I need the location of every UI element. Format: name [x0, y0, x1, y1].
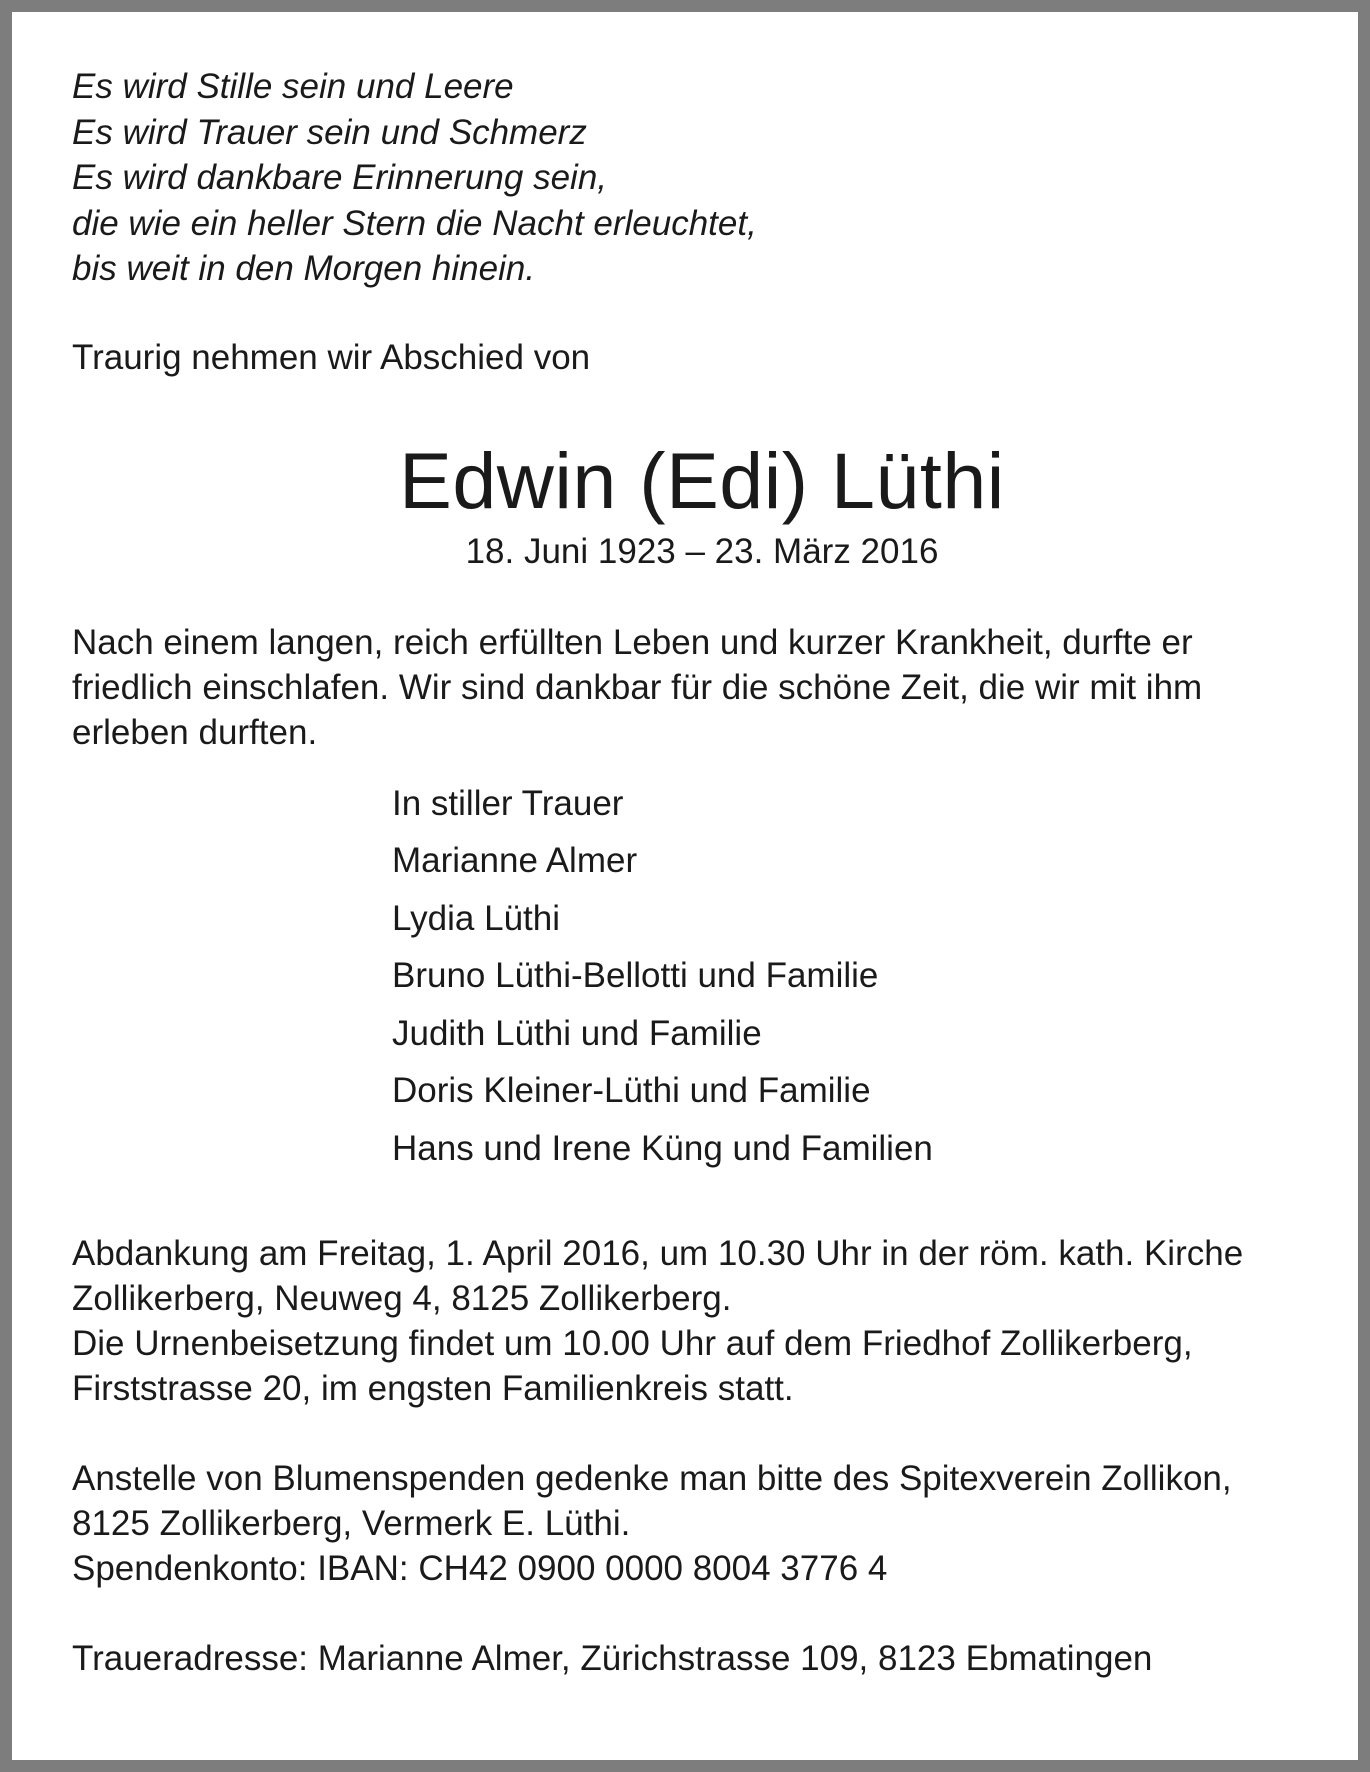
paragraph-line: Abdankung am Freitag, 1. April 2016, um 10.30 Uhr in der röm. kath. Kirche: [72, 1234, 1244, 1273]
obituary-content: [72, 64, 1332, 1681]
mourner-name: Marianne Almer: [392, 841, 638, 880]
life-dates: 18. Juni 1923 – 23. März 2016: [465, 531, 939, 571]
donation-paragraph: [72, 1456, 1332, 1591]
paragraph-line: erleben durften.: [72, 712, 318, 752]
mourners-heading: In stiller Trauer: [392, 783, 624, 823]
poem-line: bis weit in den Morgen hinein.: [72, 249, 536, 288]
paragraph-line: Firststrasse 20, im engsten Familienkreis statt.: [72, 1369, 794, 1408]
paragraph-line: Zollikerberg, Neuweg 4, 8125 Zollikerberg.: [72, 1279, 732, 1318]
mourning-address: Traueradresse: Marianne Almer, Zürichstrasse 109, 8123 Ebmatingen: [72, 1639, 1153, 1678]
paragraph-line: friedlich einschlafen. Wir sind dankbar für die schöne Zeit, die wir mit ihm: [72, 667, 1203, 707]
intro-text: Traurig nehmen wir Abschied von: [72, 337, 591, 377]
mourner-name: Lydia Lüthi: [392, 898, 560, 938]
paragraph-line: Spendenkonto: IBAN: CH42 0900 0000 8004 3776 4: [72, 1549, 888, 1588]
mourner-name: Hans und Irene Küng und Familien: [392, 1128, 933, 1168]
paragraph-line: Anstelle von Blumenspenden gedenke man bitte des Spitexverein Zollikon,: [72, 1459, 1232, 1498]
poem-line: die wie ein heller Stern die Nacht erleuchtet,: [72, 203, 757, 243]
poem-line: Es wird dankbare Erinnerung sein,: [72, 158, 608, 197]
poem-line: Es wird Stille sein und Leere: [72, 67, 514, 106]
paragraph-line: 8125 Zollikerberg, Vermerk E. Lüthi.: [72, 1504, 631, 1543]
poem-line: Es wird Trauer sein und Schmerz: [72, 112, 587, 152]
mourners-list: [392, 775, 1332, 1178]
mourner-name: Judith Lüthi und Familie: [392, 1013, 762, 1053]
deceased-name: Edwin (Edi) Lüthi: [399, 435, 1005, 525]
mourner-name: Doris Kleiner-Lüthi und Familie: [392, 1071, 871, 1110]
life-paragraph: [72, 620, 1332, 755]
paragraph-line: Die Urnenbeisetzung findet um 10.00 Uhr auf dem Friedhof Zollikerberg,: [72, 1324, 1193, 1363]
poem: [72, 64, 1332, 292]
paragraph-line: Nach einem langen, reich erfüllten Leben und kurzer Krankheit, durfte er: [72, 622, 1193, 662]
service-paragraph: [72, 1231, 1332, 1411]
mourner-name: Bruno Lüthi-Bellotti und Familie: [392, 956, 879, 995]
